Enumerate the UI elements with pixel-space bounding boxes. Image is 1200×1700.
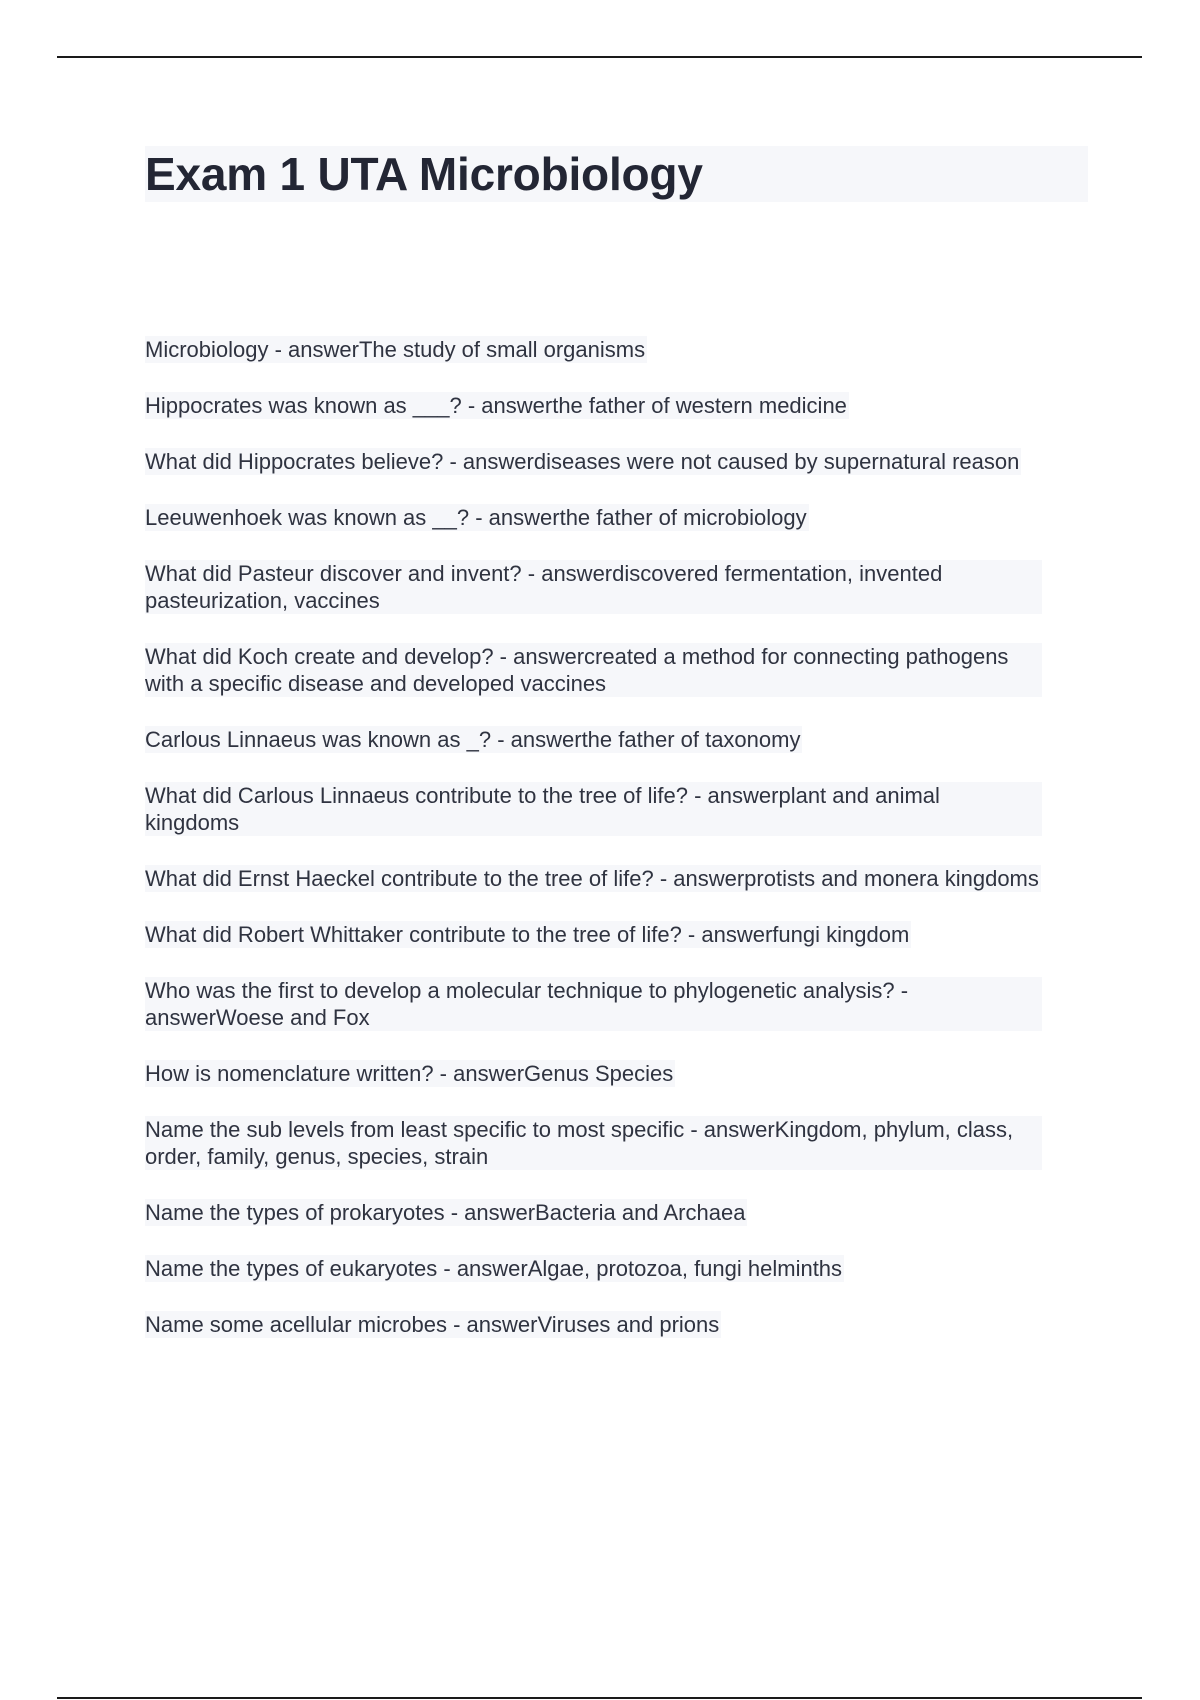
qa-item: Name the types of eukaryotes - answerAlgae, protozoa, fungi helminths [145,1256,843,1281]
qa-item: Hippocrates was known as ___? - answerthe father of western medicine [145,393,847,418]
qa-item: What did Carlous Linnaeus contribute to the tree of life? - answerplant and animal kingdoms [145,782,1042,836]
qa-item: What did Ernst Haeckel contribute to the tree of life? - answerprotists and monera kingdoms [145,866,1039,891]
footer-rule [57,1697,1142,1699]
qa-item: What did Pasteur discover and invent? - answerdiscovered fermentation, invented pasteurization, vaccines [145,560,1042,614]
page-title: Exam 1 UTA Microbiology [145,148,703,200]
qa-item: What did Robert Whittaker contribute to the tree of life? - answerfungi kingdom [145,922,910,947]
qa-item: Name some acellular microbes - answerViruses and prions [145,1312,720,1337]
qa-item: Leeuwenhoek was known as __? - answerthe father of microbiology [145,505,807,530]
qa-item: Who was the first to develop a molecular technique to phylogenetic analysis? - answerWoese and Fox [145,977,1042,1031]
qa-item: Name the sub levels from least specific to most specific - answerKingdom, phylum, class, order, family, genus, species, strain [145,1116,1042,1170]
title-block [145,146,1088,202]
qa-item: Name the types of prokaryotes - answerBacteria and Archaea [145,1200,746,1225]
qa-item: Carlous Linnaeus was known as _? - answerthe father of taxonomy [145,727,801,752]
qa-item: Microbiology - answerThe study of small organisms [145,337,646,362]
qa-list [145,336,1045,1367]
header-rule [57,56,1142,58]
qa-item: What did Koch create and develop? - answercreated a method for connecting pathogens with a specific disease and developed vaccines [145,643,1042,697]
qa-item: What did Hippocrates believe? - answerdiseases were not caused by supernatural reason [145,449,1020,474]
qa-item: How is nomenclature written? - answerGenus Species [145,1061,674,1086]
